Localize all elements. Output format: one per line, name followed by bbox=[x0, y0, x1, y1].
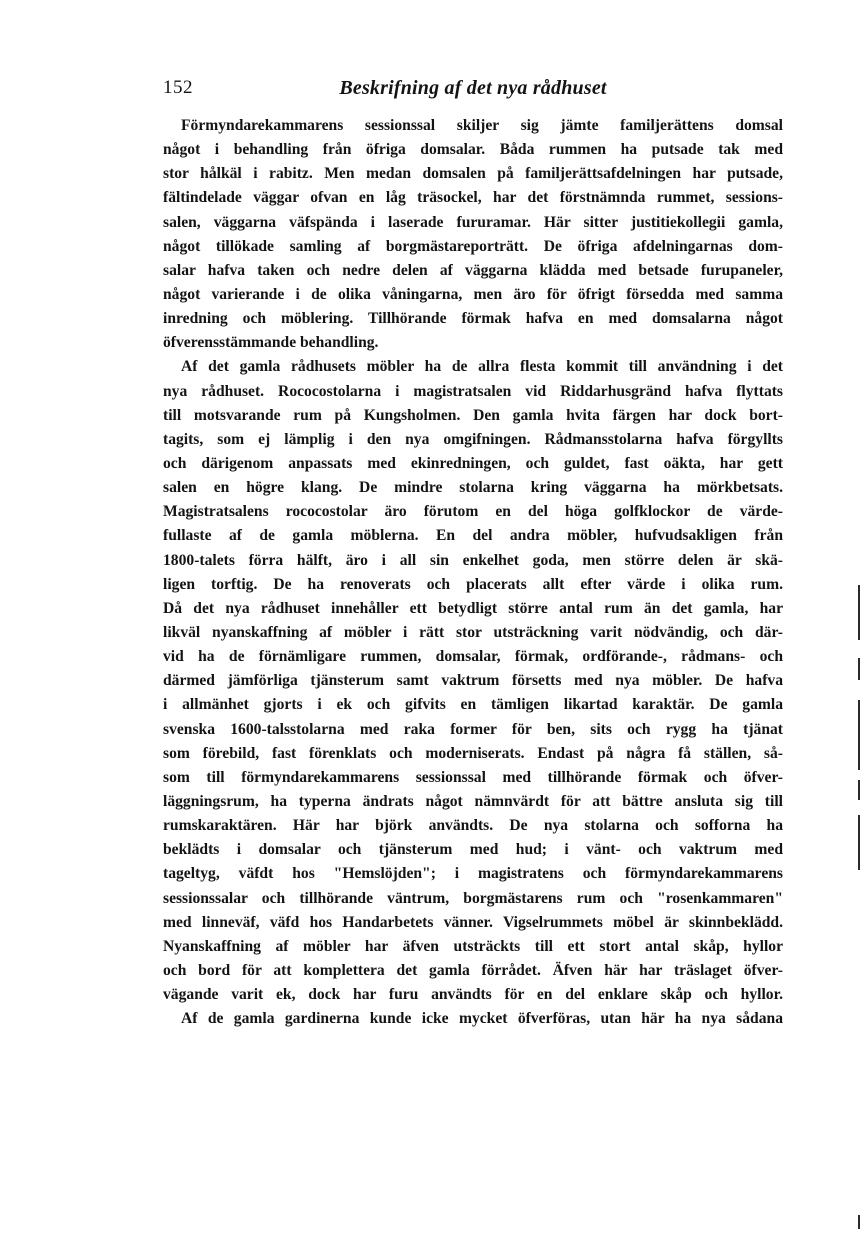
text-line: rumskaraktären. Här har björk användts. De nya stolarna och sofforna ha bbox=[163, 817, 783, 835]
text-line: stor hålkäl i rabitz. Men medan domsalen på familjerättsafdelningen har putsade, bbox=[163, 165, 783, 183]
text-line: tagits, som ej lämplig i den nya omgifningen. Rådmansstolarna hafva förgyllts bbox=[163, 430, 783, 448]
scan-margin-mark bbox=[858, 700, 860, 770]
text-line: 1800-talets förra hälft, äro i all sin enkelhet goda, men större delen är skä- bbox=[163, 551, 783, 569]
scan-margin-mark bbox=[858, 1215, 860, 1229]
text-line: salen en högre klang. De mindre stolarna kring väggarna ha mörkbetsats. bbox=[163, 479, 783, 497]
text-line: öfverensstämmande behandling. bbox=[163, 334, 379, 352]
text-line: tageltyg, väfdt hos "Hemslöjden"; i magistratens och förmyndarekammarens bbox=[163, 865, 783, 883]
text-line: vägande varit ek, dock har furu användts för en del enklare skåp och hyllor. bbox=[163, 986, 783, 1004]
text-line: fältindelade väggar ofvan en låg träsockel, har det förstnämnda rummet, sessions- bbox=[163, 189, 783, 207]
text-line: Magistratsalens rococostolar äro förutom en del höga golfklockor de värde- bbox=[163, 503, 783, 521]
text-line: fullaste af de gamla möblerna. En del andra möbler, hufvudsakligen från bbox=[163, 527, 783, 545]
text-line: något tillökade samling af borgmästareporträtt. De öfriga afdelningarnas dom- bbox=[163, 237, 783, 255]
text-line: läggningsrum, ha typerna ändrats något nämnvärdt för att bättre ansluta sig till bbox=[163, 792, 783, 810]
text-line: nya rådhuset. Rococostolarna i magistratsalen vid Riddarhusgränd hafva flyttats bbox=[163, 382, 783, 400]
text-line: i allmänhet gjorts i ek och gifvits en tämligen likartad karaktär. De gamla bbox=[163, 696, 783, 714]
text-line: därmed jämförliga tjänsterum samt vaktrum försetts med nya möbler. De hafva bbox=[163, 672, 783, 690]
text-line: inredning och möblering. Tillhörande förmak hafva en med domsalarna något bbox=[163, 310, 783, 328]
body-text bbox=[163, 114, 783, 1031]
text-line: ligen torftig. De ha renoverats och placerats allt efter värde i olika rum. bbox=[163, 575, 783, 593]
text-line: Af det gamla rådhusets möbler ha de allra flesta kommit till användning i det bbox=[181, 358, 783, 376]
text-line: till motsvarande rum på Kungsholmen. Den gamla hvita färgen har dock bort- bbox=[163, 406, 783, 424]
text-line: Då det nya rådhuset innehåller ett betydligt större antal rum än det gamla, har bbox=[163, 599, 783, 617]
text-line: salen, väggarna väfspända i laserade fururamar. Här sitter justitiekollegii gamla, bbox=[163, 213, 783, 231]
text-line: något varierande i de olika våningarna, men äro för öfrigt försedda med samma bbox=[163, 285, 783, 303]
text-line: och därigenom anpassats med ekinredningen, och guldet, fast oäkta, har gett bbox=[163, 454, 783, 472]
text-line: Förmyndarekammarens sessionssal skiljer sig jämte familjerättens domsal bbox=[181, 117, 783, 134]
text-line: något i behandling från öfriga domsalar. Båda rummen ha putsade tak med bbox=[163, 141, 783, 159]
text-line: likväl nyanskaffning af möbler i rätt stor utsträckning varit nödvändig, och där- bbox=[163, 623, 783, 641]
text-line: och bord för att komplettera det gamla förrådet. Äfven här har träslaget öfver- bbox=[163, 961, 783, 979]
page-number: 152 bbox=[163, 77, 193, 98]
text-line: beklädts i domsalar och tjänsterum med hud; i vänt- och vaktrum med bbox=[163, 841, 783, 859]
scan-margin-mark bbox=[858, 780, 860, 800]
text-line: salar hafva taken och nedre delen af väggarna klädda med betsade furupaneler, bbox=[163, 261, 783, 279]
text-line: Af de gamla gardinerna kunde icke mycket öfverföras, utan här ha nya sådana bbox=[181, 1010, 783, 1028]
running-title: Beskrifning af det nya rådhuset bbox=[339, 77, 607, 99]
text-line: med linneväf, väfd hos Handarbetets vänner. Vigselrummets möbel är skinnbeklädd. bbox=[163, 913, 783, 931]
text-line: som förebild, fast förenklats och moderniserats. Endast på några få ställen, så- bbox=[163, 744, 783, 762]
text-line: som till förmyndarekammarens sessionssal med tillhörande förmak och öfver- bbox=[163, 768, 783, 786]
text-line: sessionssalar och tillhörande väntrum, borgmästarens rum och "rosenkammaren" bbox=[163, 889, 783, 907]
text-line: svenska 1600-talsstolarna med raka former för ben, sits och rygg ha tjänat bbox=[163, 720, 783, 738]
scan-margin-mark bbox=[858, 815, 860, 870]
text-line: Nyanskaffning af möbler har äfven utsträckts till ett stort antal skåp, hyllor bbox=[163, 937, 783, 955]
page-header bbox=[163, 74, 783, 106]
scan-margin-mark bbox=[858, 658, 860, 680]
scan-margin-mark bbox=[858, 585, 860, 640]
text-line: vid ha de förnämligare rummen, domsalar, förmak, ordförande-, rådmans- och bbox=[163, 648, 783, 666]
